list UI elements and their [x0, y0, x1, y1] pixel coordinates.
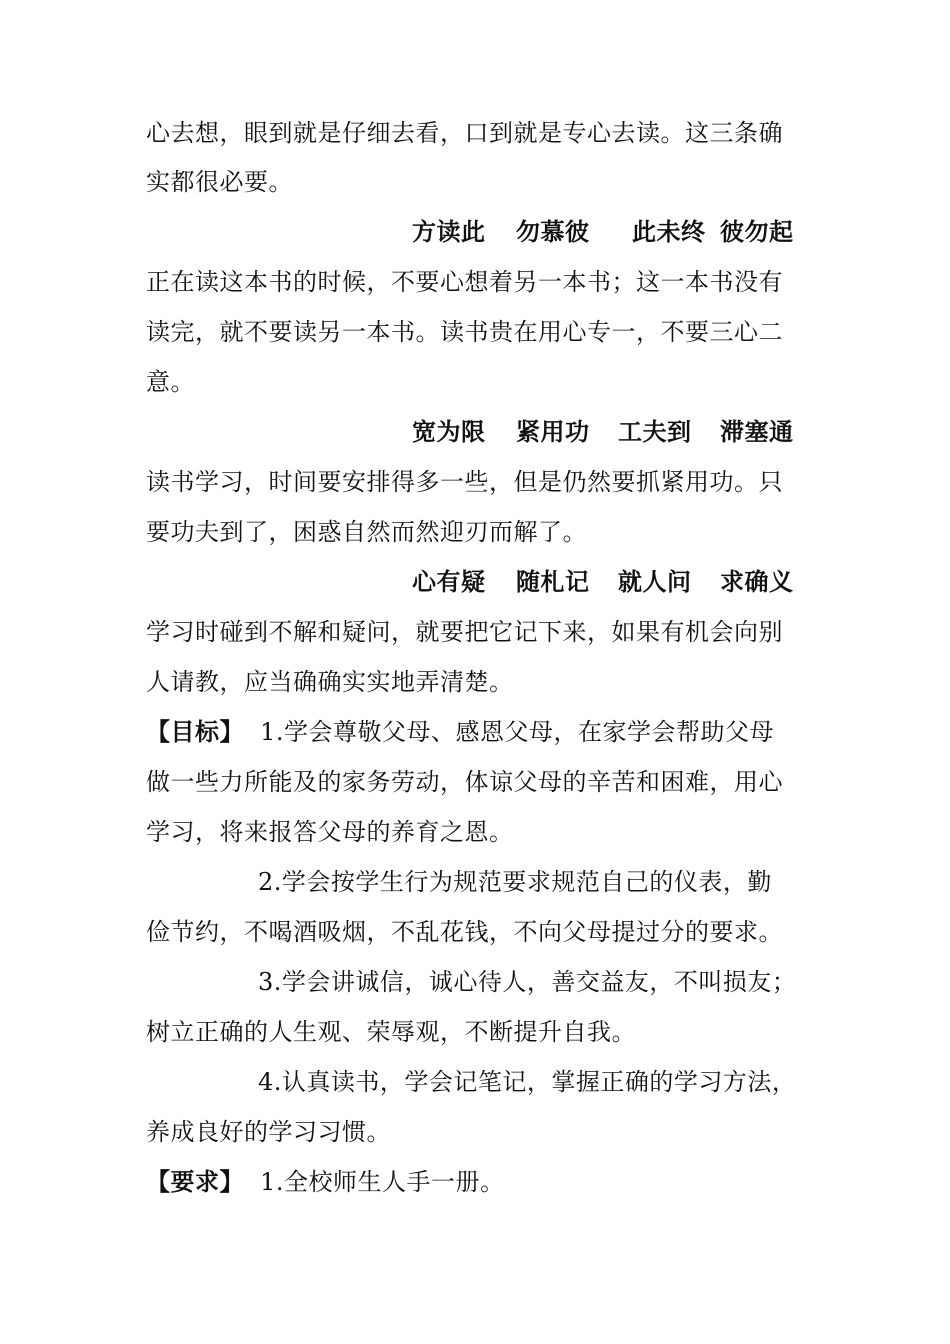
verse-phrase: 勿慕彼	[516, 218, 590, 246]
verse-phrase: 心有疑	[412, 568, 486, 596]
paragraph-line: 树立正确的人生观、荣辱观，不断提升自我。	[146, 1018, 636, 1046]
verse-line	[412, 216, 832, 248]
paragraph-line: 要功夫到了，困惑自然而然迎刃而解了。	[146, 518, 587, 546]
verse-line	[412, 566, 832, 598]
requirements-item-1	[146, 1166, 846, 1198]
requirements-item-text: 1.全校师生人手一册。	[260, 1168, 505, 1196]
paragraph-line: 学习，将来报答父母的养育之恩。	[146, 818, 514, 846]
goals-item-text: 1.学会尊敬父母、感恩父母，在家学会帮助父母	[260, 718, 775, 746]
verse-phrase: 滞塞通	[720, 418, 794, 446]
verse-phrase: 工夫到	[618, 418, 692, 446]
paragraph-line: 俭节约，不喝酒吸烟，不乱花钱，不向父母提过分的要求。	[146, 918, 783, 946]
verse-line	[412, 416, 832, 448]
paragraph-line: 做一些力所能及的家务劳动，体谅父母的辛苦和困难，用心	[146, 768, 783, 796]
verse-phrase: 宽为限	[412, 418, 486, 446]
goals-item-4: 4.认真读书，学会记笔记，掌握正确的学习方法，	[258, 1068, 797, 1096]
verse-phrase: 随札记	[516, 568, 590, 596]
paragraph-line: 学习时碰到不解和疑问，就要把它记下来，如果有机会向别	[146, 618, 783, 646]
requirements-label: 【要求】	[146, 1168, 244, 1196]
verse-phrase: 就人问	[618, 568, 692, 596]
verse-phrase: 彼勿起	[720, 218, 794, 246]
verse-phrase: 求确义	[720, 568, 794, 596]
paragraph-line: 读书学习，时间要安排得多一些，但是仍然要抓紧用功。只	[146, 468, 783, 496]
verse-phrase: 紧用功	[516, 418, 590, 446]
goals-item-2: 2.学会按学生行为规范要求规范自己的仪表，勤	[258, 868, 772, 896]
goals-item-3: 3.学会讲诚信，诚心待人，善交益友，不叫损友；	[258, 968, 797, 996]
paragraph-line: 正在读这本书的时候，不要心想着另一本书；这一本书没有	[146, 268, 783, 296]
paragraph-line: 意。	[146, 368, 195, 396]
paragraph-line: 实都很必要。	[146, 168, 293, 196]
goals-item-1	[146, 716, 846, 748]
paragraph-line: 读完，就不要读另一本书。读书贵在用心专一，不要三心二	[146, 318, 783, 346]
verse-phrase: 方读此	[412, 218, 486, 246]
verse-phrase: 此未终	[632, 218, 706, 246]
paragraph-line: 心去想，眼到就是仔细去看，口到就是专心去读。这三条确	[146, 119, 783, 147]
paragraph-line: 人请教，应当确确实实地弄清楚。	[146, 668, 514, 696]
goals-label: 【目标】	[146, 718, 244, 746]
paragraph-line: 养成良好的学习习惯。	[146, 1118, 391, 1146]
